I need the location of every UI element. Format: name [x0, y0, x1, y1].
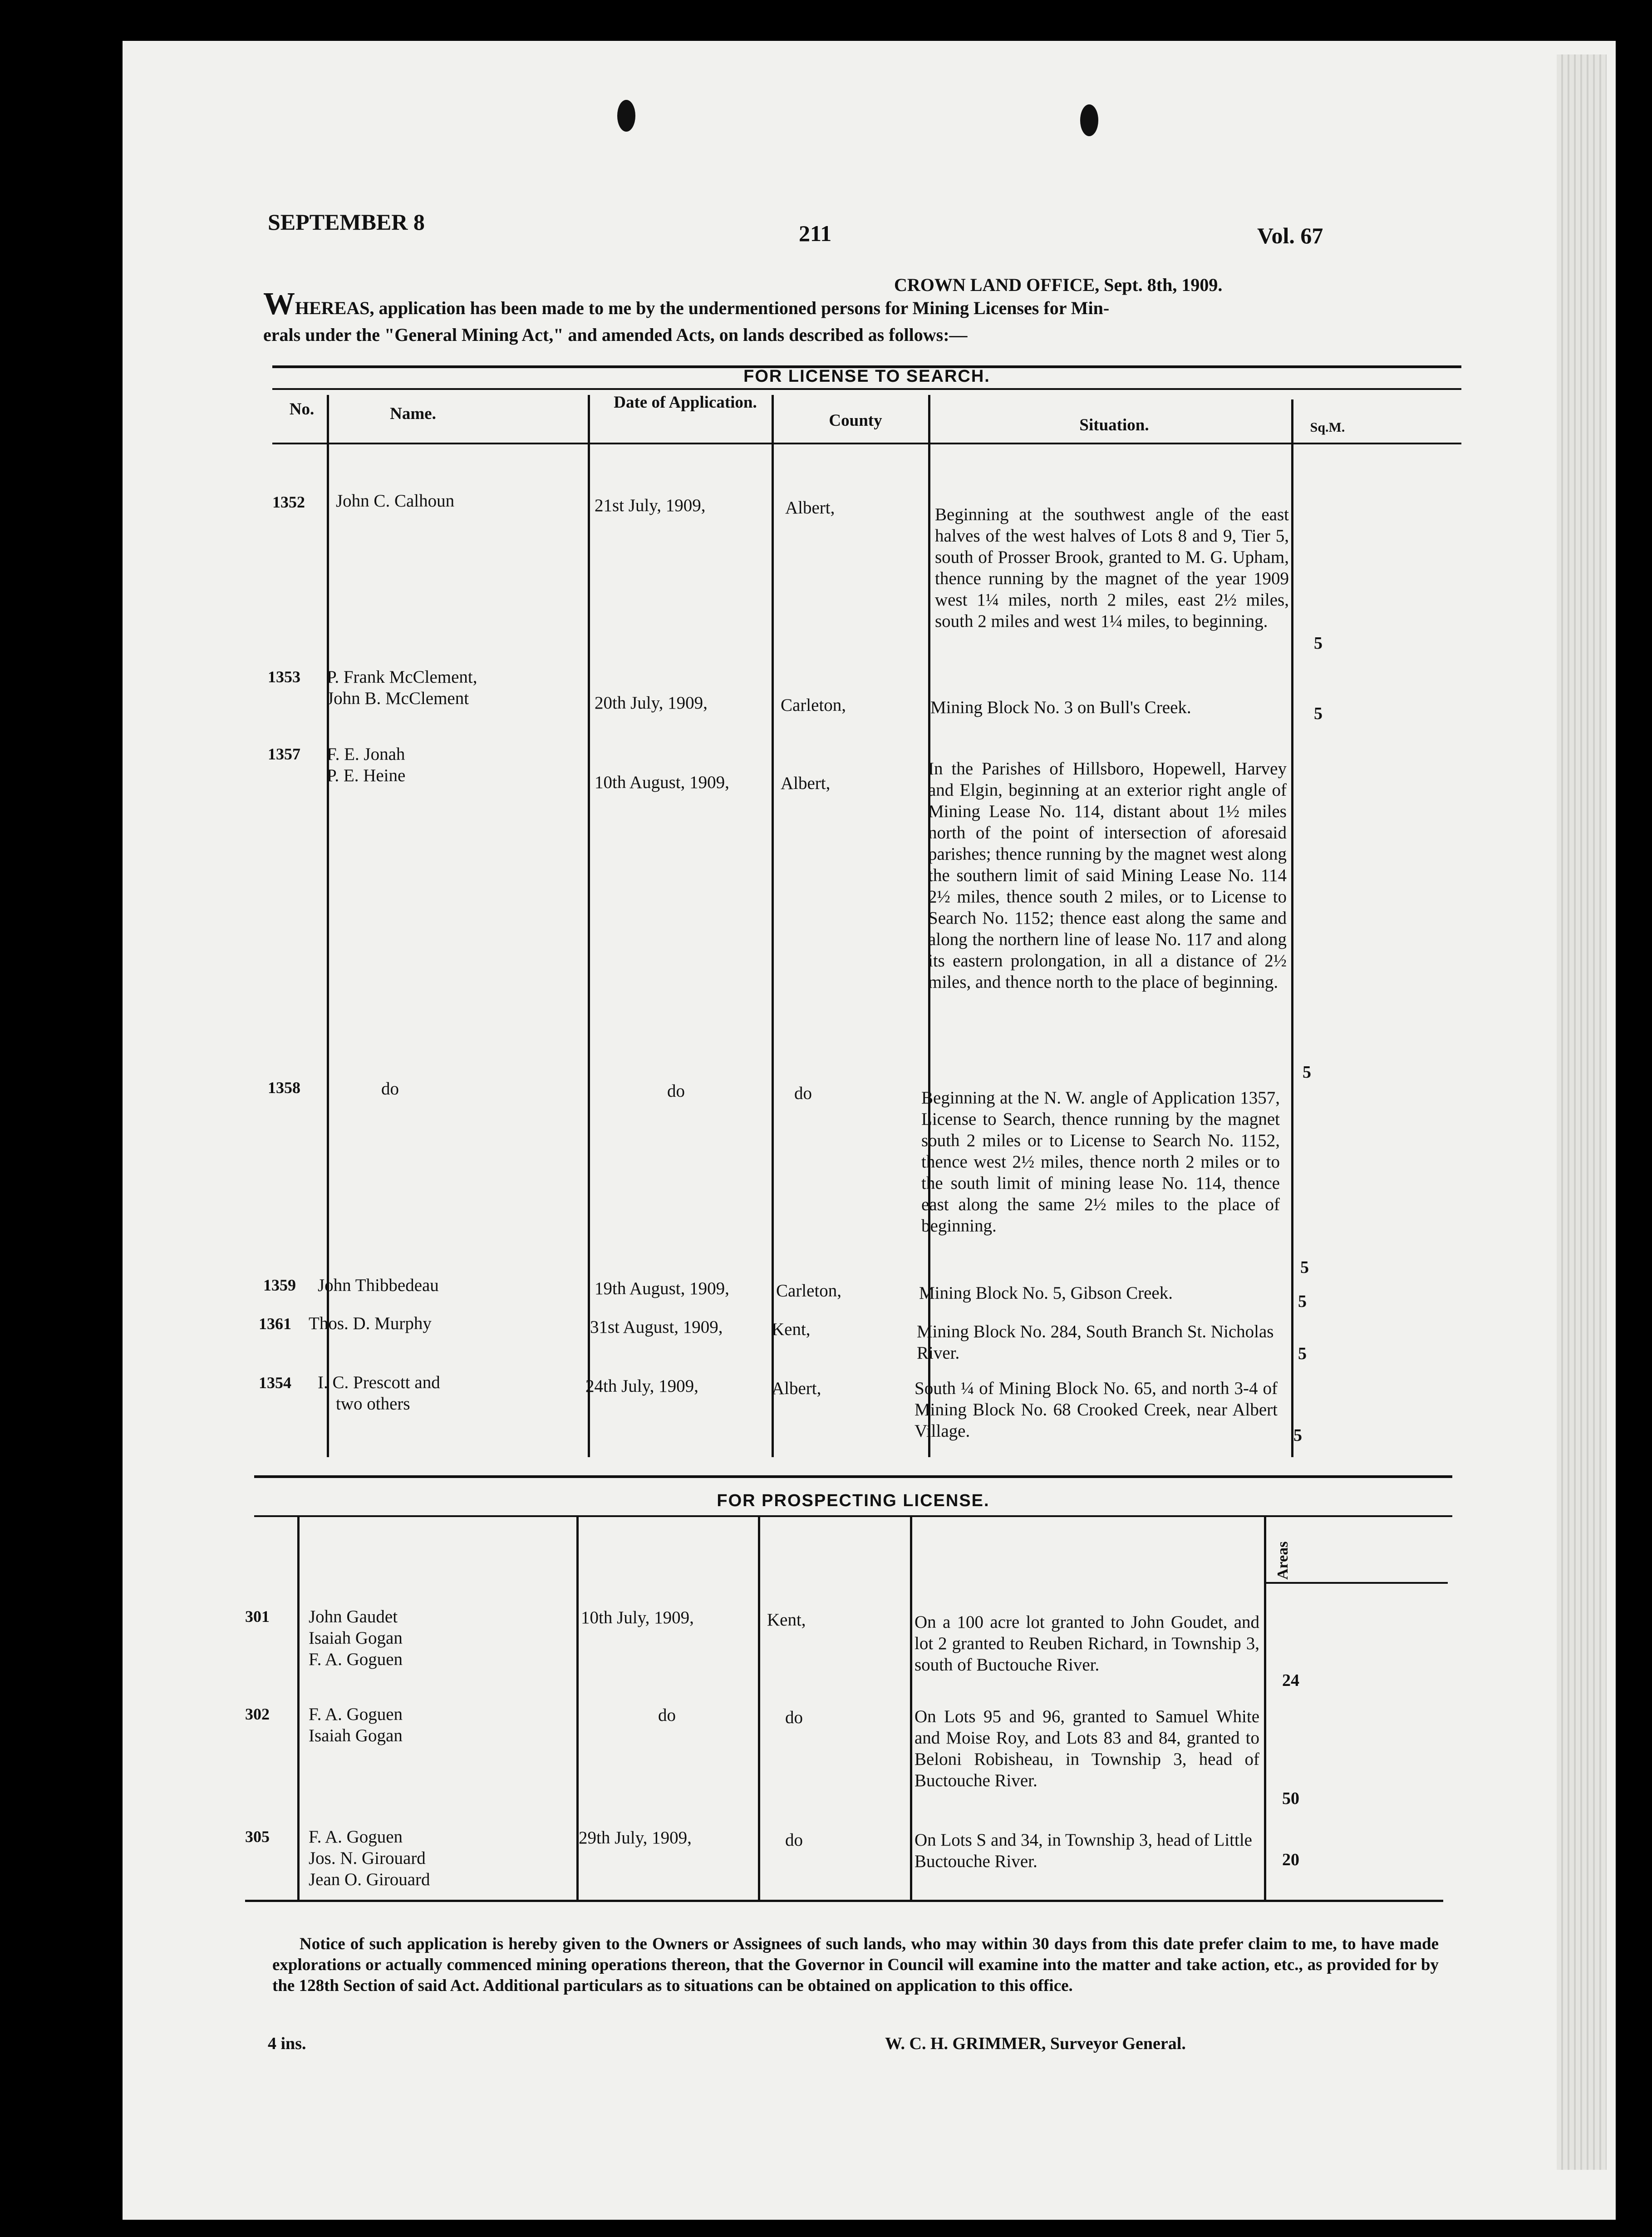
row-date: do [667, 1081, 685, 1101]
row-area: 20 [1282, 1850, 1299, 1869]
row-situation: Mining Block No. 284, South Branch St. Nicholas River. [917, 1322, 1274, 1363]
row-date: do [658, 1705, 676, 1725]
row-area: 5 [1298, 1344, 1307, 1363]
volume-number: Vol. 67 [1257, 223, 1323, 248]
row-name-line: Isaiah Gogan [309, 1628, 403, 1648]
row-name: John C. Calhoun [336, 491, 455, 511]
row-area: 50 [1282, 1789, 1299, 1808]
row-date: 10th August, 1909, [595, 773, 729, 792]
row-name [309, 1826, 572, 1890]
row-county: do [794, 1084, 812, 1103]
column-divider [1264, 1516, 1266, 1902]
row-area: 5 [1293, 1426, 1302, 1445]
row-number: 1358 [268, 1079, 300, 1097]
document-page [123, 41, 1616, 2220]
row-name [327, 666, 581, 709]
punch-hole [1080, 104, 1098, 136]
row-county: do [785, 1708, 803, 1727]
section-rule [254, 1475, 1452, 1478]
row-name [309, 1704, 572, 1746]
row-name: Thos. D. Murphy [309, 1314, 432, 1333]
col-areas: Areas [1274, 1541, 1291, 1580]
footer-notice: Notice of such application is hereby given to the Owners or Assignees of such lands, who may within 30 days from this date prefer claim to me, to have made explorations or actually commenced mining operations thereon, that the Governor in Council will examine into the matter and take action, etc., as provided for by the 128th Section of said Act. Additional particulars as to situations can be obtained on application to this office. [272, 1935, 1439, 1995]
row-number: 1353 [268, 668, 300, 686]
row-name-line: two others [336, 1394, 410, 1414]
column-divider [588, 395, 590, 1457]
row-name [327, 744, 581, 786]
row-name-line: Isaiah Gogan [309, 1726, 403, 1745]
prospecting-section-title: FOR PROSPECTING LICENSE. [717, 1491, 990, 1510]
row-name-line: Jos. N. Girouard [309, 1848, 426, 1868]
column-divider [758, 1516, 760, 1902]
row-name-line: F. A. Goguen [309, 1705, 403, 1724]
row-date: 19th August, 1909, [595, 1279, 729, 1298]
row-date: 24th July, 1909, [585, 1376, 698, 1396]
row-date: 21st July, 1909, [595, 496, 706, 515]
row-situation: South ¼ of Mining Block No. 65, and north 3-4 of Mining Block No. 68 Crooked Creek, near Albert Village. [914, 1379, 1278, 1441]
col-date: Date of Application. [614, 393, 757, 412]
row-situation: Beginning at the southwest angle of the east halves of the west halves of Lots 8 and 9, Tier 5, south of Prosser Brook, granted to M. G. Upham, thence running by the magnet of the year 1909 west 1¼ miles, north 2 miles, east 2½ miles, south 2 miles and west 1¼ miles, to beginning. [935, 505, 1289, 631]
row-county: Kent, [767, 1610, 806, 1630]
row-county: do [785, 1830, 803, 1850]
header-rule [254, 1515, 1452, 1517]
row-number: 1352 [272, 493, 305, 511]
row-situation: Beginning at the N. W. angle of Application 1357, License to Search, thence running by the magnet south 2 miles or to License to Search No. 1152, thence west 2½ miles, thence north 2 miles or to the south limit of mining lease No. 114, thence east along the same 2½ miles to the place of beginning. [921, 1088, 1280, 1236]
row-county: Carleton, [776, 1281, 842, 1301]
row-name-line: I. C. Prescott and [318, 1373, 440, 1392]
row-name: John Thibbedeau [318, 1276, 439, 1295]
punch-hole [617, 100, 635, 132]
col-no: No. [289, 400, 315, 419]
row-situation: In the Parishes of Hillsboro, Hopewell, Harvey and Elgin, beginning at an exterior right angle of Mining Lease No. 114, distant about 1½ miles north of the point of intersection of aforesaid parishes; thence running by the magnet west along the southern limit of said Mining Lease No. 114 2½ miles, thence south 2 miles, or to License to Search No. 1152; thence east along the same and along the northern line of lease No. 117 and along its eastern prolongation, in all a distance of 2½ miles, and thence north to the place of beginning. [928, 759, 1287, 992]
col-situation: Situation. [1079, 416, 1149, 434]
table-bottom-rule [245, 1900, 1443, 1902]
row-county: Albert, [781, 774, 831, 793]
row-area: 5 [1314, 634, 1323, 653]
page-number: 211 [799, 221, 832, 246]
col-name: Name. [390, 404, 436, 423]
areas-heading-rule [1266, 1582, 1448, 1584]
row-county: Kent, [772, 1320, 811, 1339]
row-area: 5 [1300, 1258, 1309, 1277]
column-divider [910, 1516, 912, 1902]
row-county: Albert, [772, 1379, 821, 1398]
row-number: 302 [245, 1705, 270, 1723]
row-number: 305 [245, 1828, 270, 1846]
row-situation: Mining Block No. 3 on Bull's Creek. [930, 698, 1191, 717]
row-area: 24 [1282, 1671, 1299, 1690]
row-number: 1354 [259, 1374, 291, 1392]
column-divider [327, 395, 329, 1457]
row-number: 1361 [259, 1315, 291, 1333]
intro-line-1: HEREAS, application has been made to me by the undermentioned persons for Mining Licenses for Min- [295, 298, 1110, 318]
row-date: 10th July, 1909, [581, 1608, 694, 1627]
row-name-line: P. Frank McClement, [327, 667, 477, 687]
header-date: SEPTEMBER 8 [268, 209, 425, 235]
column-divider [772, 395, 774, 1457]
row-situation: On Lots S and 34, in Township 3, head of Little Buctouche River. [914, 1830, 1252, 1871]
drop-initial: W [263, 286, 295, 321]
column-divider [1291, 399, 1293, 1457]
row-number: 1359 [263, 1276, 296, 1294]
row-date: 20th July, 1909, [595, 693, 708, 713]
row-name-line: F. E. Jonah [327, 744, 405, 764]
row-name: do [381, 1079, 399, 1099]
row-date: 29th July, 1909, [579, 1828, 692, 1848]
insertions-note: 4 ins. [268, 2034, 306, 2053]
row-area: 5 [1314, 704, 1323, 723]
column-divider [297, 1516, 300, 1902]
office-line: CROWN LAND OFFICE, Sept. 8th, 1909. [894, 275, 1223, 295]
col-county: County [829, 411, 882, 430]
row-area: 5 [1298, 1292, 1307, 1311]
header-bottom-rule [272, 443, 1461, 444]
row-situation: On a 100 acre lot granted to John Goudet, and lot 2 granted to Reuben Richard, in Township 3, south of Buctouche River. [914, 1612, 1259, 1675]
search-section-title: FOR LICENSE TO SEARCH. [743, 367, 990, 386]
row-name [309, 1606, 572, 1670]
col-unit: Sq.M. [1310, 420, 1345, 435]
row-county: Carleton, [781, 695, 846, 715]
intro-line-2: erals under the "General Mining Act," and amended Acts, on lands described as follows:— [263, 325, 968, 345]
row-area: 5 [1303, 1063, 1311, 1082]
row-number: 301 [245, 1607, 270, 1626]
row-name-line: F. A. Goguen [309, 1650, 403, 1669]
page-edge-stack [1557, 54, 1607, 2170]
row-situation: Mining Block No. 5, Gibson Creek. [919, 1283, 1173, 1303]
row-county: Albert, [785, 498, 835, 517]
row-number: 1357 [268, 745, 300, 763]
areas-heading-cell [1271, 1530, 1298, 1580]
row-name [318, 1372, 581, 1414]
row-name-line: Jean O. Girouard [309, 1870, 430, 1889]
row-situation: On Lots 95 and 96, granted to Samuel White and Moise Roy, and Lots 83 and 84, granted to Beloni Robisheau, in Township 3, head of Buctouche River. [914, 1707, 1259, 1790]
row-name-line: F. A. Goguen [309, 1827, 403, 1847]
row-name-line: P. E. Heine [327, 766, 406, 785]
row-date: 31st August, 1909, [590, 1317, 723, 1337]
notice-intro [263, 286, 1452, 348]
row-name-line: John B. McClement [327, 689, 469, 708]
signature: W. C. H. GRIMMER, Surveyor General. [885, 2034, 1186, 2053]
row-name-line: John Gaudet [309, 1607, 398, 1626]
header-rule [272, 388, 1461, 390]
